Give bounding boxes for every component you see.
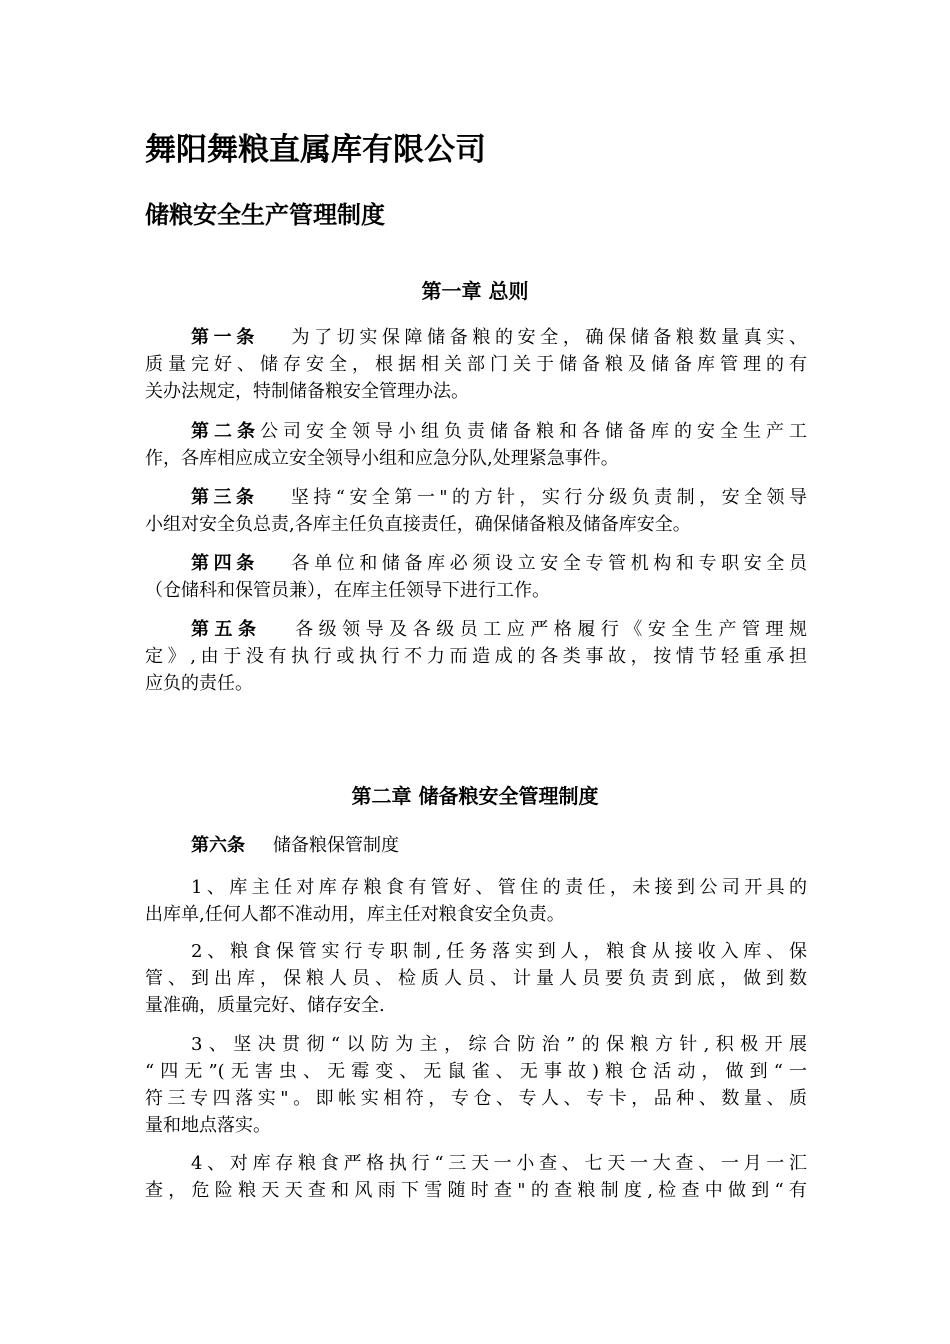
article-2 [145, 418, 807, 472]
article-1 [145, 324, 807, 405]
article-4-line: （仓储科和保管员兼），在库主任领导下进行工作。 [145, 580, 550, 601]
article-2-line: 公司安全领导小组负责储备粮和各储备库的安全生产工 [260, 421, 807, 442]
clause-3-line: 3、坚决贯彻“以防为主，综合防治”的保粮方针,积极开展 [191, 1034, 807, 1055]
clause-3-line: 符三专四落实"。即帐实相符，专仓、专人、专卡，品种、数量、质 [145, 1088, 807, 1109]
clause-4 [145, 1150, 807, 1204]
article-3-line: 小组对安全负总责,各库主任负直接责任，确保储备粮及储备库安全。 [145, 514, 691, 535]
clause-2-line: 管、到出库，保粮人员、检质人员、计量人员要负责到底，做到数 [145, 968, 807, 989]
clause-4-line: 4、对库存粮食严格执行“三天一小查、七天一大查、一月一汇 [191, 1153, 807, 1174]
article-1-label: 第一条 [191, 327, 259, 348]
clause-2-line: 量准确，质量完好、储存安全. [145, 995, 385, 1016]
article-5-line: 定》,由于没有执行或执行不力而造成的各类事故，按情节轻重承担 [145, 646, 807, 667]
article-5-label: 第五条 [191, 619, 262, 640]
company-title: 舞阳舞粮直属库有限公司 [145, 132, 486, 168]
article-4-line: 各单位和储备库必须设立安全专管机构和专职安全员 [286, 553, 808, 574]
clause-1-line: 出库单,任何人都不准动用，库主任对粮食安全负责。 [145, 904, 565, 925]
article-6 [145, 832, 807, 859]
clause-3-line: 量和地点落实。 [145, 1115, 271, 1136]
chapter-1-heading: 第一章 总则 [421, 279, 529, 303]
article-1-line: 关办法规定，特制储备粮安全管理办法。 [145, 381, 469, 402]
clause-2 [145, 938, 807, 1019]
clause-4-line: 查，危险粮天天查和风雨下雪随时查"的查粮制度,检查中做到“有 [145, 1180, 807, 1201]
article-3 [145, 484, 807, 538]
document-title: 储粮安全生产管理制度 [145, 201, 385, 229]
clause-2-line: 2、粮食保管实行专职制,任务落实到人，粮食从接收入库、保 [191, 941, 807, 962]
article-2-label: 第二条 [191, 421, 260, 442]
article-5-line: 应负的责任。 [145, 673, 253, 694]
article-4 [145, 550, 807, 604]
article-5 [145, 616, 807, 697]
article-2-line: 作，各库相应成立安全领导小组和应急分队,处理紧急事件。 [145, 448, 619, 469]
article-3-label: 第三条 [191, 487, 259, 508]
article-1-line: 为了切实保障储备粮的安全，确保储备粮数量真实、 [286, 327, 808, 348]
article-5-line: 各级领导及各级员工应严格履行《安全生产管理规 [289, 619, 808, 640]
article-4-label: 第四条 [191, 553, 259, 574]
clause-3 [145, 1031, 807, 1139]
clause-1-line: 1、库主任对库存粮食有管好、管住的责任，未接到公司开具的 [191, 877, 807, 898]
clause-1 [145, 874, 807, 928]
article-6-label: 第六条 [191, 835, 245, 856]
article-3-line: 坚持“安全第一"的方针，实行分级负责制，安全领导 [286, 487, 807, 508]
clause-3-line: “四无”(无害虫、无霉变、无鼠雀、无事故)粮仓活动，做到“一 [145, 1061, 807, 1082]
article-1-line: 质量完好、储存安全，根据相关部门关于储备粮及储备库管理的有 [145, 354, 807, 375]
article-6-text: 储备粮保管制度 [273, 835, 399, 856]
chapter-2-heading: 第二章 储备粮安全管理制度 [351, 784, 599, 808]
